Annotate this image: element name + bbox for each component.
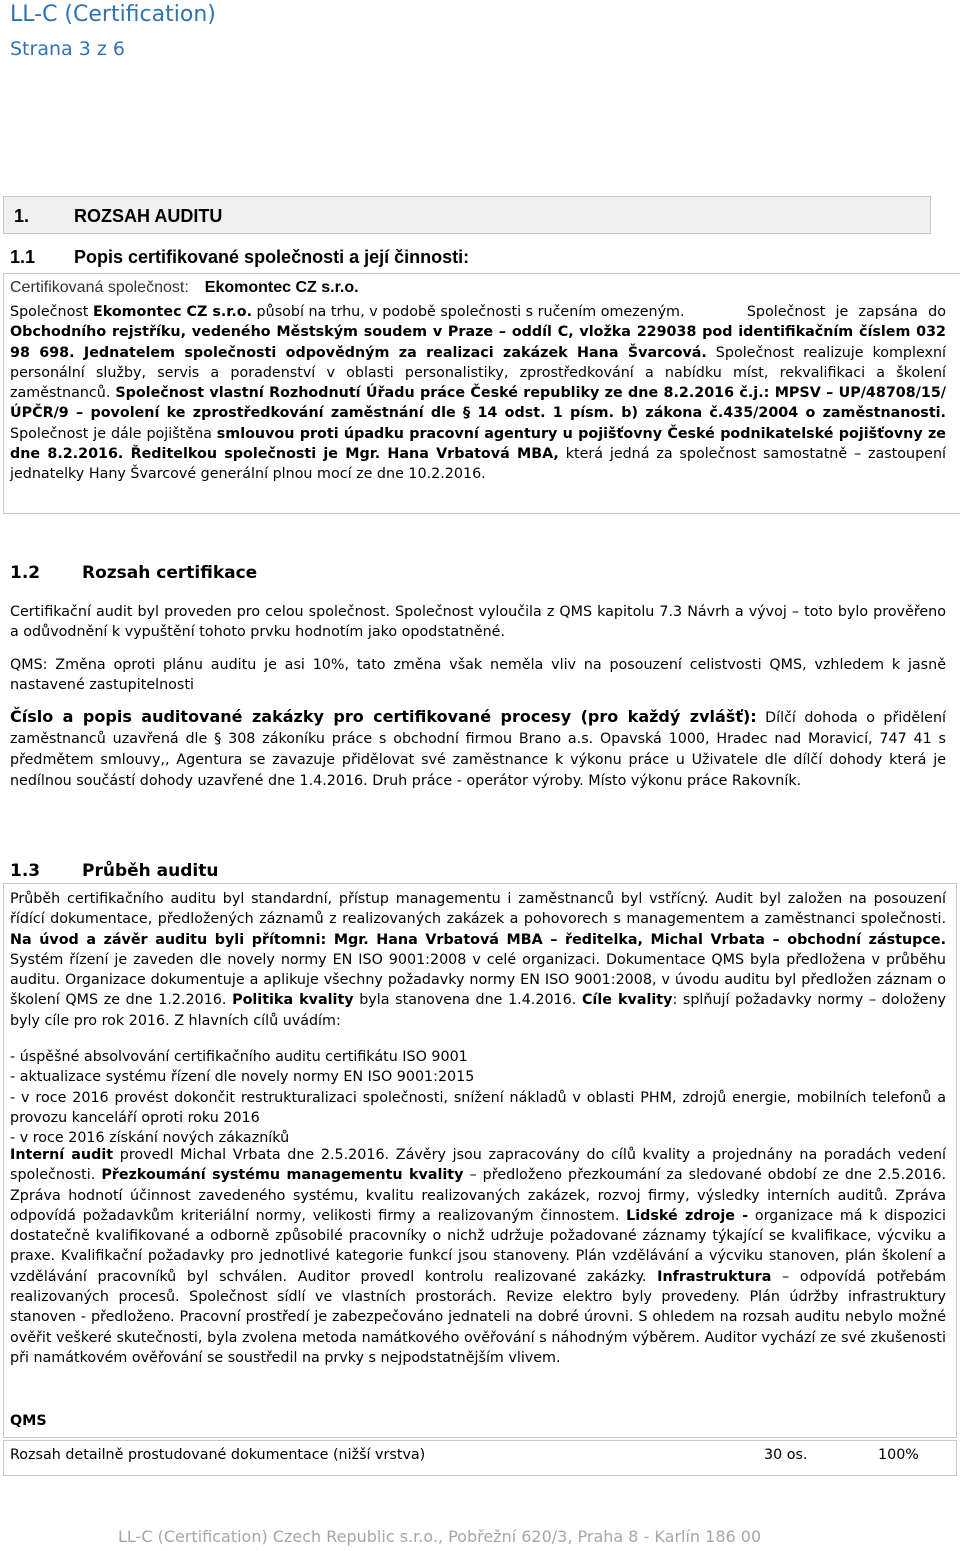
company-p3-tail: která jedná za společnost samostatně – zastoupení jednatelky Hany Švarcové generální plnou mocí ze dne 10.2.2016. xyxy=(10,446,946,483)
section-1-2-heading xyxy=(10,563,257,583)
company-p1-bold: Obchodního rejstříku, vedeného Městským soudem v Praze – oddíl C, vložka 229038 pod identifikačním číslem 032 98 698. Jednatelem společnosti odpovědným za realizaci zakázek Hana Švarcová. xyxy=(10,324,946,361)
section-1-2-number: 1.2 xyxy=(10,563,41,583)
page-indicator: Strana 3 z 6 xyxy=(10,38,125,60)
qms-change-paragraph: QMS: Změna oproti plánu auditu je asi 10%, tato změna však neměla vliv na posouzení celistvosti QMS, vzhledem k jasně nastavené zastupitelnosti xyxy=(10,657,946,694)
quality-goals-label: Cíle kvality xyxy=(581,992,673,1009)
goal-item: - aktualizace systému řízení dle novely normy EN ISO 9001:2015 xyxy=(10,1069,475,1086)
lead-text-1: Společnost xyxy=(10,304,93,320)
audit-text-b1h: – odpovídá potřebám realizovaných procesů. Společnost sídlí ve vlastních prostorách. Revize elektro byly provedeny. Plán údržby infrastruktury stanoven - předloženo. Pracovní prostředí je zabezpečováno jednateli na dobré úrovni. S ohledem na rozsah auditu nebylo možné ověřit veškeré skutečnosti, byla zvolena metoda namátkového ověřování s náhodným výběrem. Auditor vychází ze své zkušenosti při namátkovém ověřování se soustředil na prvky s nejpodstatnějším vlivem. xyxy=(10,1268,947,1366)
company-p3: Společnost je dále pojištěna xyxy=(10,425,217,442)
audit-paragraph-2 xyxy=(10,1145,946,1368)
qms-label: QMS xyxy=(10,1413,47,1429)
section-1-1-title: Popis certifikované společnosti a její činnosti: xyxy=(74,247,470,267)
audit-text-a1e: byla stanovena dne 1.4.2016. xyxy=(353,992,582,1009)
scope-paragraph: Certifikační audit byl proveden pro celou společnost. Společnost vyloučila z QMS kapitolu 7.3 Návrh a vývoj – toto bylo prověřeno a odůvodnění k vypuštění tohoto prvku hodnotím jako opodstatněné. xyxy=(10,604,946,641)
header-title: LL-C (Certification) xyxy=(10,2,216,27)
page-footer: LL-C (Certification) Czech Republic s.r.o., Pobřežní 620/3, Praha 8 - Karlín 186 00 xyxy=(118,1527,762,1546)
audit-paragraph-1 xyxy=(10,889,946,1031)
internal-audit-label: Interní audit xyxy=(10,1147,114,1163)
section-1-3-title: Průběh auditu xyxy=(82,861,219,881)
company-name: Ekomontec CZ s.r.o. xyxy=(204,279,359,296)
section-1-1-number: 1.1 xyxy=(10,247,36,267)
section-1-3-heading xyxy=(10,861,218,881)
contract-text: Dílčí dohoda o přidělení zaměstnanců uzavřená dle § 308 zákoníku práce s obchodní firmou Brano a.s. Opavská 1000, Hradec nad Moravicí, 747 41 s předmětem smlouvy,, Agentura se zavazuje přidělovat své zaměstnance k výkonu práce u Uživatele dle dílčí dohody která je nedílnou součástí dohody uzavřené dne 1.4.2016. Druh práce - operátor výroby. Místo výkonu práce Rakovník. xyxy=(10,710,946,789)
documentation-scope-percent: 100% xyxy=(878,1447,919,1463)
audit-text-a1c: Systém řízení je zaveden dle novely normy EN ISO 9001:2008 v celé organizaci. Dokumentace QMS byla předložena v průběhu auditu. Organizace dokumentuje a aplikuje všechny požadavky normy EN ISO 9001:2008, v úvodu auditu byl předložen záznam o školení QMS ze dne 1.2.2016. xyxy=(10,951,946,1009)
section-1-2-title: Rozsah certifikace xyxy=(82,563,258,583)
section-1-number: 1. xyxy=(14,206,30,226)
company-description xyxy=(10,302,946,485)
goal-item: - v roce 2016 získání nových zákazníků xyxy=(10,1130,290,1147)
goal-item: - úspěšné absolvování certifikačního auditu certifikátu ISO 9001 xyxy=(10,1049,468,1065)
management-review-label: Přezkoumání systému managementu kvality xyxy=(101,1167,464,1184)
company-p3-bold: smlouvou proti úpadku pracovní agentury u pojišťovny České podnikatelské pojišťovny ze dne 8.2.2016. Ředitelkou společnosti je Mgr. Hana Vrbatová MBA, xyxy=(10,425,946,463)
audit-attendees: Na úvod a závěr auditu byli přítomni: Mgr. Hana Vrbatová MBA – ředitelka, Michal Vrbata – obchodní zástupce. xyxy=(10,931,946,948)
goal-item: - v roce 2016 provést dokončit restrukturalizaci společnosti, snížení nákladů v oblasti PHM, zdrojů energie, mobilních telefonů a provozu kanceláří oproti roku 2016 xyxy=(10,1089,946,1126)
company-label-row xyxy=(10,279,359,297)
goals-list xyxy=(10,1047,946,1148)
section-1-3-number: 1.3 xyxy=(10,861,41,881)
infrastructure-label: Infrastruktura xyxy=(657,1268,772,1285)
audit-text-b1d: – předloženo přezkoumání za sledované období ze dne 2.5.2016. Zpráva hodnotí účinnost zavedeného systému, kvalitu realizovaných zakázek, rozvoj firmy, výsledky interních auditů. Zpráva odpovídá požadavkům kriteriální normy, velikosti firmy a realizovaným činnostem. xyxy=(10,1167,946,1224)
audit-text-b1f: organizace má k dispozici dostatečně kvalifikované a odborně způsobilé pracovníky o nichž udržuje požadované záznamy týkající se kvalifikace, výcviku a praxe. Kvalifikační požadavky pro jednotlivé kategorie funkcí jsou stanoveny. Plán vzdělávání a výcviku stanoven, plán školení a vzdělávání pracovníků byl schválen. Auditor provedl kontrolu realizované zakázky. xyxy=(10,1207,946,1285)
company-p1: Společnost je zapsána do xyxy=(746,304,946,320)
audit-text-a1g: : splňují požadavky normy – doloženy byly cíle pro rok 2016. Z hlavních cílů uvádím: xyxy=(10,992,946,1029)
human-resources-label: Lidské zdroje - xyxy=(626,1207,749,1224)
audit-text-b1b: provedl Michal Vrbata dne 2.5.2016. Závěry jsou zapracovány do cílů kvality a projednány na poradách vedení společnosti. xyxy=(10,1147,946,1184)
company-label: Certifikovaná společnost: xyxy=(10,279,189,296)
section-1-heading xyxy=(3,196,931,234)
section-1-title: ROZSAH AUDITU xyxy=(74,206,223,226)
lead-text-3: působí na trhu, v podobě společnosti s ručením omezeným. xyxy=(252,304,685,320)
company-p2-bold: Společnost vlastní Rozhodnutí Úřadu práce České republiky ze dne 8.2.2016 č.j.: MPSV – UP/48708/15/ÚPČR/9 – povolení ke zprostředkování zaměstnání dle § 14 odst. 1 písm. b) zákona č.435/2004 o zaměstnanosti. xyxy=(10,385,946,422)
quality-policy-label: Politika kvality xyxy=(232,992,354,1009)
documentation-scope-value: 30 os. xyxy=(764,1447,808,1463)
contract-title: Číslo a popis auditované zakázky pro certifikované procesy (pro každý zvlášť): xyxy=(10,707,757,726)
audit-text-a1: Průběh certifikačního auditu byl standardní, přístup managementu i zaměstnanců byl vstřícný. Audit byl založen na posouzení řídící dokumentace, předložených záznamů z realizovaných zakázek a pohovorech s managementem a zaměstnanci společnosti. xyxy=(10,891,946,928)
lead-company-name: Ekomontec CZ s.r.o. xyxy=(92,304,253,320)
documentation-scope-label: Rozsah detailně prostudované dokumentace (nižší vrstva) xyxy=(10,1447,426,1463)
contract-paragraph xyxy=(10,706,946,792)
section-1-1-heading xyxy=(10,247,469,268)
company-p2: Společnost realizuje komplexní personální služby, servis a poradenství v oblasti personalistiky, zprostředkování a nabídku míst, rekvalifikaci a školení zaměstnanců. xyxy=(10,344,946,402)
